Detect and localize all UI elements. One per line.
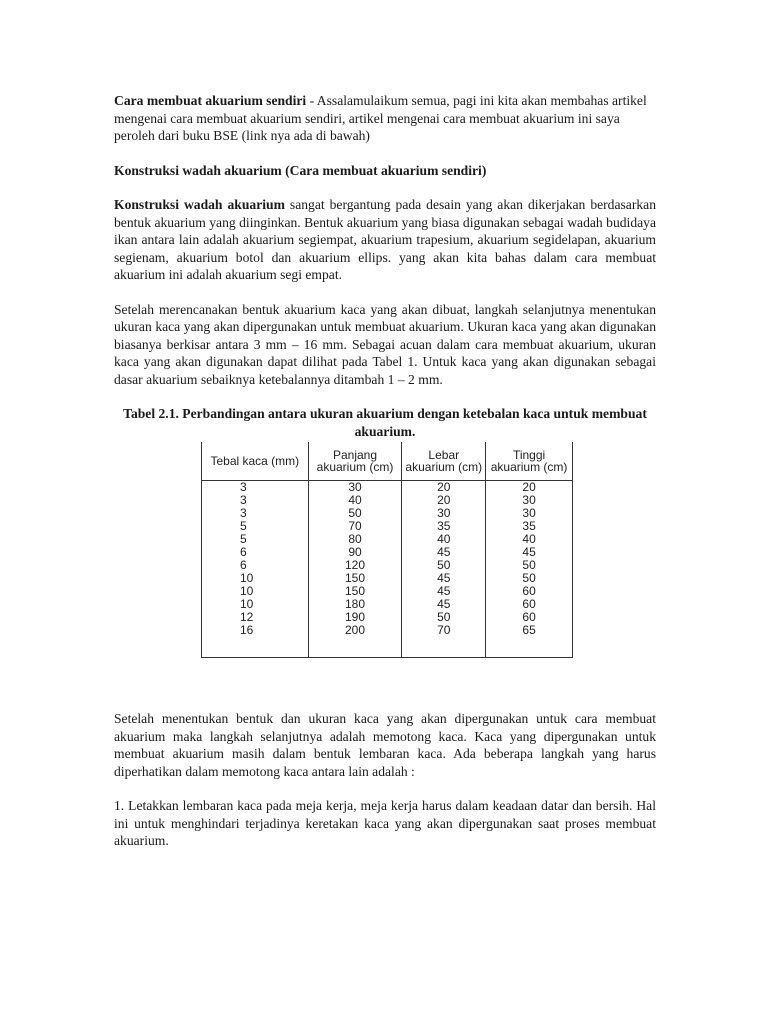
table-cell: 70	[308, 520, 402, 533]
intro-title: Cara membuat akuarium sendiri	[114, 93, 307, 108]
table-cell: 190	[308, 611, 402, 624]
table-cell: 20	[402, 481, 486, 495]
table-cell: 5	[202, 520, 309, 533]
column-header: Tebal kaca (mm)	[202, 442, 309, 481]
table-cell: 90	[308, 546, 402, 559]
section-heading: Konstruksi wadah akuarium (Cara membuat akuarium sendiri)	[114, 162, 487, 178]
table-cell: 150	[308, 572, 402, 585]
table-cell: 60	[486, 585, 573, 598]
table-cell: 35	[486, 520, 573, 533]
column-header: Tinggi akuarium (cm)	[486, 442, 573, 481]
table-cell: 6	[202, 559, 309, 572]
table-header-row	[202, 442, 573, 481]
table-cell: 45	[402, 585, 486, 598]
table-cell-empty	[308, 637, 402, 658]
konstruksi-paragraph	[114, 196, 656, 284]
intro-paragraph	[114, 92, 656, 145]
table-cell: 70	[402, 624, 486, 637]
table-cell: 50	[486, 559, 573, 572]
table-cell: 65	[486, 624, 573, 637]
table-cell: 10	[202, 598, 309, 611]
table-cell: 45	[402, 546, 486, 559]
table-cell: 50	[402, 611, 486, 624]
table-cell: 20	[402, 494, 486, 507]
table-cell: 10	[202, 572, 309, 585]
table-cell: 120	[308, 559, 402, 572]
table-cell: 80	[308, 533, 402, 546]
table-cell: 35	[402, 520, 486, 533]
document-page	[114, 92, 656, 850]
table-cell: 3	[202, 481, 309, 495]
table-cell-empty	[486, 637, 573, 658]
table-row	[202, 611, 573, 624]
table-cell: 200	[308, 624, 402, 637]
table-cell: 30	[486, 507, 573, 520]
table-cell: 45	[402, 572, 486, 585]
table-cell: 5	[202, 533, 309, 546]
intro-text: - Assalamulaikum semua, pagi ini kita akan membahas artikel mengenai cara membuat akuarium sendiri, artikel mengenai cara membuat akuarium ini saya peroleh dari buku BSE (link nya ada di bawah)	[114, 93, 647, 143]
table-cell: 12	[202, 611, 309, 624]
column-header: Panjang akuarium (cm)	[308, 442, 402, 481]
konstruksi-text: sangat bergantung pada desain yang akan dikerjakan berdasarkan bentuk akuarium yang diinginkan. Bentuk akuarium yang biasa digunakan sebagai wadah budidaya ikan antara lain adalah akuarium segiempat, akuarium trapesium, akuarium segidelapan, akuarium segienam, akuarium botol dan akuarium ellips. yang akan kita bahas dalam cara membuat akuarium ini adalah akuarium segi empat.	[114, 197, 656, 282]
table-row	[202, 546, 573, 559]
table-cell: 40	[402, 533, 486, 546]
table-cell: 50	[402, 559, 486, 572]
table-caption: Tabel 2.1. Perbandingan antara ukuran akuarium dengan ketebalan kaca untuk membuat akuarium.	[123, 406, 647, 439]
table-row	[202, 598, 573, 611]
table-cell: 45	[486, 546, 573, 559]
table-row	[202, 533, 573, 546]
table-container	[201, 442, 573, 658]
table-row	[202, 559, 573, 572]
table-cell-empty	[402, 637, 486, 658]
table-cell: 150	[308, 585, 402, 598]
table-cell: 30	[308, 481, 402, 495]
table-row	[202, 507, 573, 520]
table-cell: 40	[308, 494, 402, 507]
table-cell: 30	[402, 507, 486, 520]
table-row	[202, 494, 573, 507]
table-row	[202, 520, 573, 533]
data-table	[201, 442, 573, 658]
table-cell: 50	[486, 572, 573, 585]
setelah-paragraph-2: Setelah menentukan bentuk dan ukuran kaca yang akan dipergunakan untuk cara membuat akuarium maka langkah selanjutnya adalah memotong kaca. Kaca yang dipergunakan untuk membuat akuarium masih dalam bentuk lembaran kaca. Ada beberapa langkah yang harus diperhatikan dalam memotong kaca antara lain adalah :	[114, 711, 656, 779]
table-row	[202, 572, 573, 585]
table-cell: 45	[402, 598, 486, 611]
table-cell: 40	[486, 533, 573, 546]
table-cell: 50	[308, 507, 402, 520]
table-cell: 16	[202, 624, 309, 637]
table-cell: 30	[486, 494, 573, 507]
table-row	[202, 481, 573, 495]
table-cell-empty	[202, 637, 309, 658]
table-cell: 60	[486, 598, 573, 611]
table-row	[202, 585, 573, 598]
table-cell: 20	[486, 481, 573, 495]
table-cell: 3	[202, 494, 309, 507]
table-padding-row	[202, 637, 573, 658]
table-cell: 180	[308, 598, 402, 611]
table-cell: 3	[202, 507, 309, 520]
table-cell: 60	[486, 611, 573, 624]
table-cell: 6	[202, 546, 309, 559]
step-1-paragraph: 1. Letakkan lembaran kaca pada meja kerja, meja kerja harus dalam keadaan datar dan bersih. Hal ini untuk menghindari terjadinya keretakan kaca yang akan dipergunakan saat proses membuat akuarium.	[114, 798, 656, 848]
table-row	[202, 624, 573, 637]
konstruksi-bold: Konstruksi wadah akuarium	[114, 197, 285, 212]
column-header: Lebar akuarium (cm)	[402, 442, 486, 481]
setelah-paragraph-1: Setelah merencanakan bentuk akuarium kaca yang akan dibuat, langkah selanjutnya menentukan ukuran kaca yang akan dipergunakan untuk membuat akuarium. Ukuran kaca yang akan digunakan biasanya berkisar antara 3 mm – 16 mm. Sebagai acuan dalam cara membuat akuarium, ukuran kaca yang akan digunakan dapat dilihat pada Tabel 1. Untuk kaca yang akan digunakan sebagai dasar akuarium sebaiknya ketebalannya ditambah 1 – 2 mm.	[114, 301, 656, 387]
table-cell: 10	[202, 585, 309, 598]
